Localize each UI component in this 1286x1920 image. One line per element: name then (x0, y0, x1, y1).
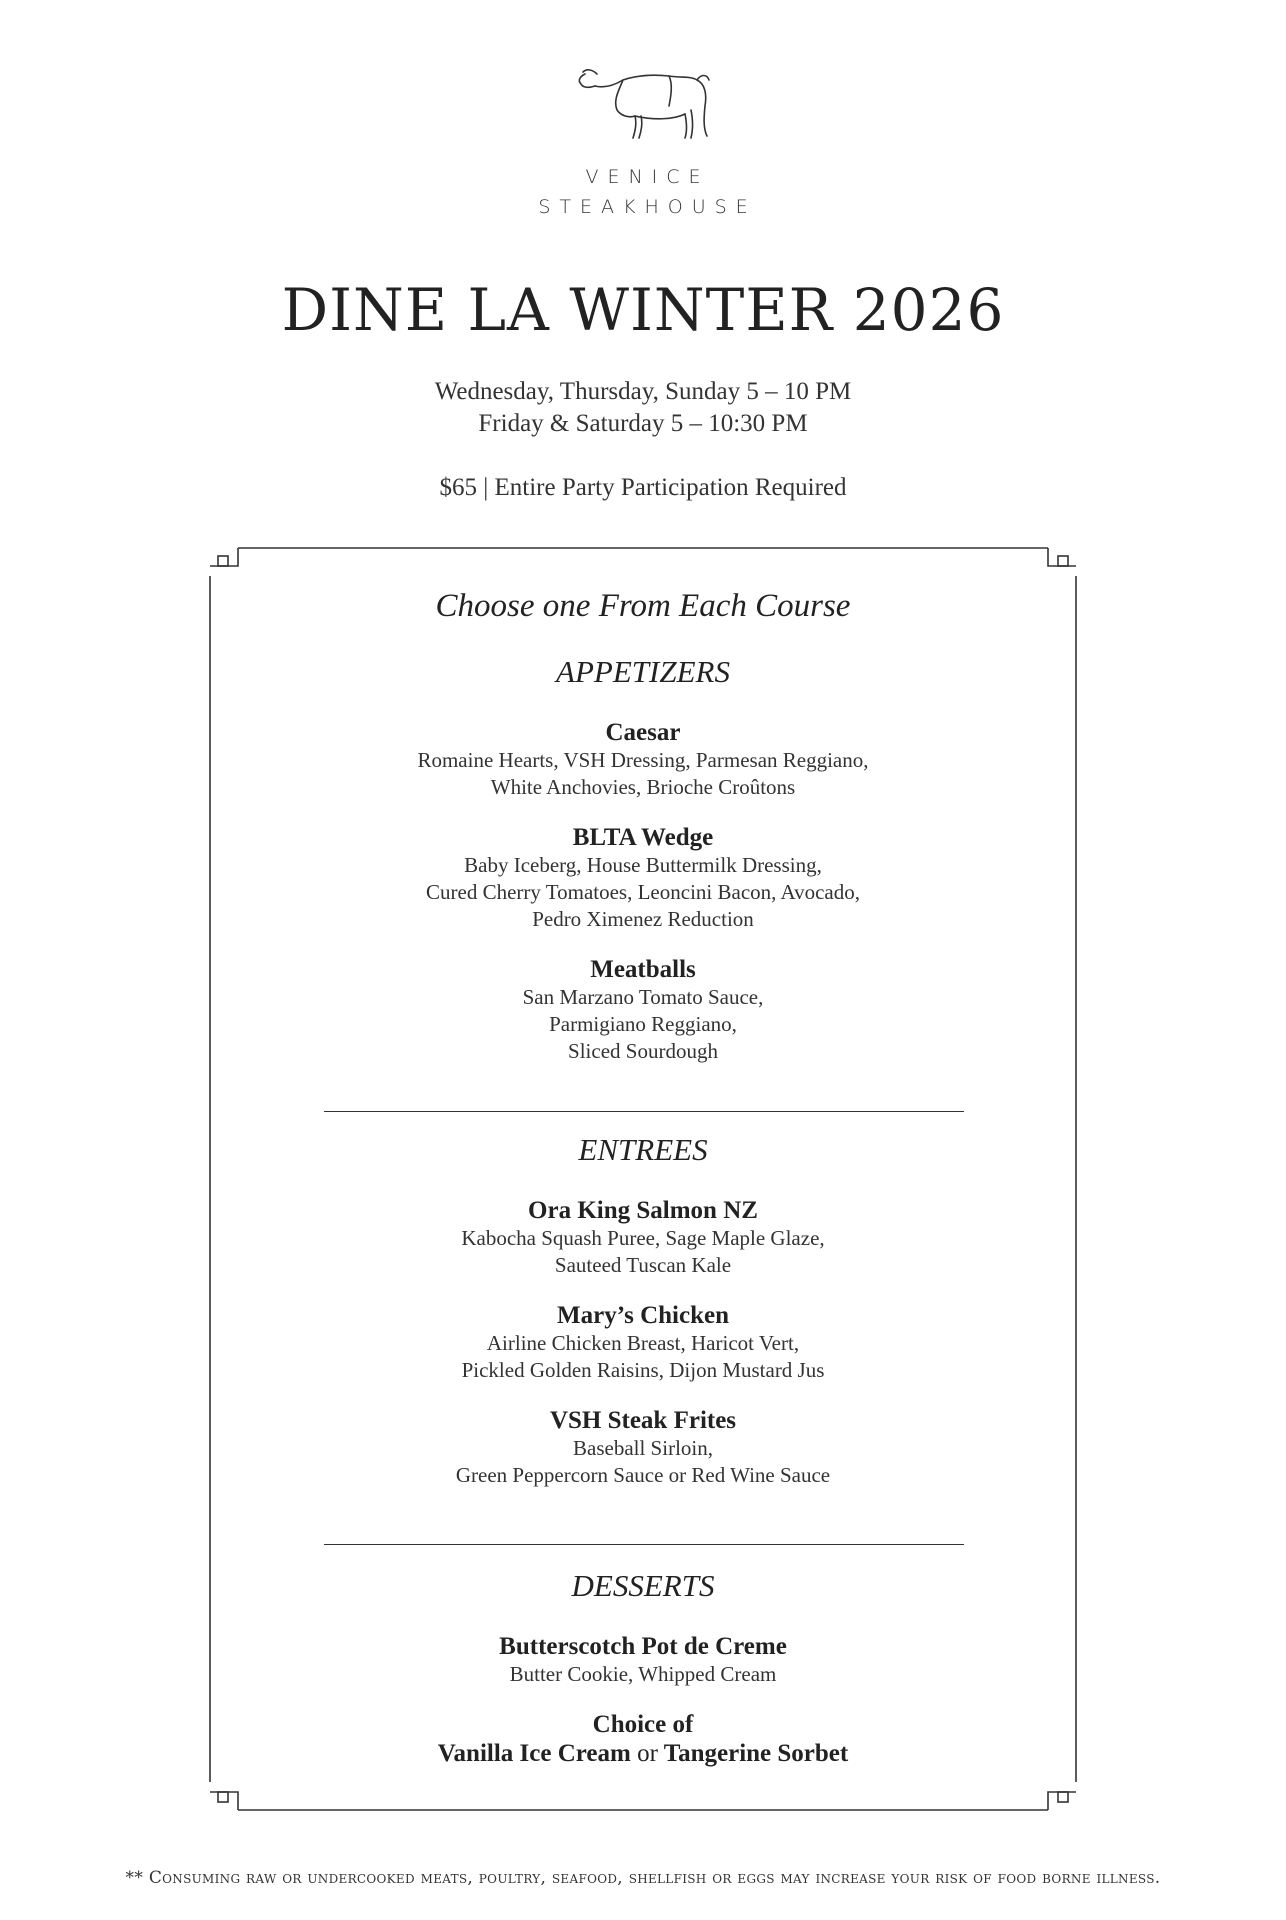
hours-line1: Wednesday, Thursday, Sunday 5 – 10 PM (434, 378, 852, 405)
item-desc: Pedro Ximenez Reduction (532, 907, 754, 931)
item-desc: Baseball Sirloin, (573, 1436, 713, 1460)
item-name: Mary’s Chicken (557, 1302, 729, 1329)
section-desserts (208, 1568, 1078, 1768)
bull-line-drawing-icon (573, 66, 713, 140)
brand-logo (0, 66, 1286, 222)
brand-name-line1: VENICE (585, 166, 710, 188)
item-desc: Romaine Hearts, VSH Dressing, Parmesan Reggiano, (417, 748, 869, 772)
item-desc: Sauteed Tuscan Kale (554, 1253, 732, 1277)
dessert-option-sorbet: Tangerine Sorbet (663, 1740, 849, 1767)
menu-item (208, 1710, 1078, 1768)
menu-item (208, 823, 1078, 933)
menu-item (208, 1632, 1078, 1688)
brand-name-line2: STEAKHOUSE (538, 196, 757, 218)
item-desc: Kabocha Squash Puree, Sage Maple Glaze, (461, 1226, 825, 1250)
item-name-line2 (208, 1739, 1078, 1768)
section-entrees (208, 1132, 1078, 1489)
item-desc: Sliced Sourdough (568, 1039, 718, 1063)
item-desc: Cured Cherry Tomatoes, Leoncini Bacon, Avocado, (426, 880, 860, 904)
item-desc: Parmigiano Reggiano, (549, 1012, 737, 1036)
page-title: DINE LA WINTER 2026 (281, 276, 1005, 344)
hours (0, 376, 1286, 440)
item-name: Ora King Salmon NZ (528, 1197, 758, 1224)
item-name: VSH Steak Frites (549, 1407, 737, 1434)
price-note: $65 | Entire Party Participation Required (439, 474, 847, 501)
menu-item (208, 1406, 1078, 1489)
section-divider (324, 1544, 964, 1545)
item-desc: Baby Iceberg, House Buttermilk Dressing, (464, 853, 822, 877)
item-name: BLTA Wedge (572, 824, 714, 851)
item-desc: Butter Cookie, Whipped Cream (509, 1662, 777, 1686)
item-name: Meatballs (590, 956, 696, 983)
section-divider (324, 1111, 964, 1112)
dessert-option-or: or (637, 1740, 658, 1767)
item-desc: White Anchovies, Brioche Croûtons (490, 775, 796, 799)
health-disclaimer: ** Consuming raw or undercooked meats, poultry, seafood, shellfish or eggs may increase your risk of food borne illness. (125, 1868, 1161, 1888)
section-title-appetizers: APPETIZERS (556, 654, 730, 689)
section-title-desserts: DESSERTS (571, 1568, 715, 1603)
dessert-option-vanilla: Vanilla Ice Cream (437, 1740, 631, 1767)
menu-item (208, 955, 1078, 1065)
menu-item (208, 1196, 1078, 1279)
hours-line2: Friday & Saturday 5 – 10:30 PM (478, 410, 808, 437)
item-name: Choice of (592, 1711, 694, 1738)
item-name: Butterscotch Pot de Creme (499, 1633, 787, 1660)
menu-item (208, 1301, 1078, 1384)
menu-item (208, 718, 1078, 801)
menu-frame (208, 546, 1078, 1812)
section-title-entrees: ENTREES (578, 1132, 708, 1167)
item-desc: San Marzano Tomato Sauce, (522, 985, 764, 1009)
item-desc: Green Peppercorn Sauce or Red Wine Sauce (455, 1463, 831, 1487)
menu-intro: Choose one From Each Course (435, 588, 851, 624)
section-appetizers (208, 654, 1078, 1065)
item-name: Caesar (605, 719, 681, 746)
item-desc: Pickled Golden Raisins, Dijon Mustard Jus (461, 1358, 825, 1382)
item-desc: Airline Chicken Breast, Haricot Vert, (486, 1331, 800, 1355)
